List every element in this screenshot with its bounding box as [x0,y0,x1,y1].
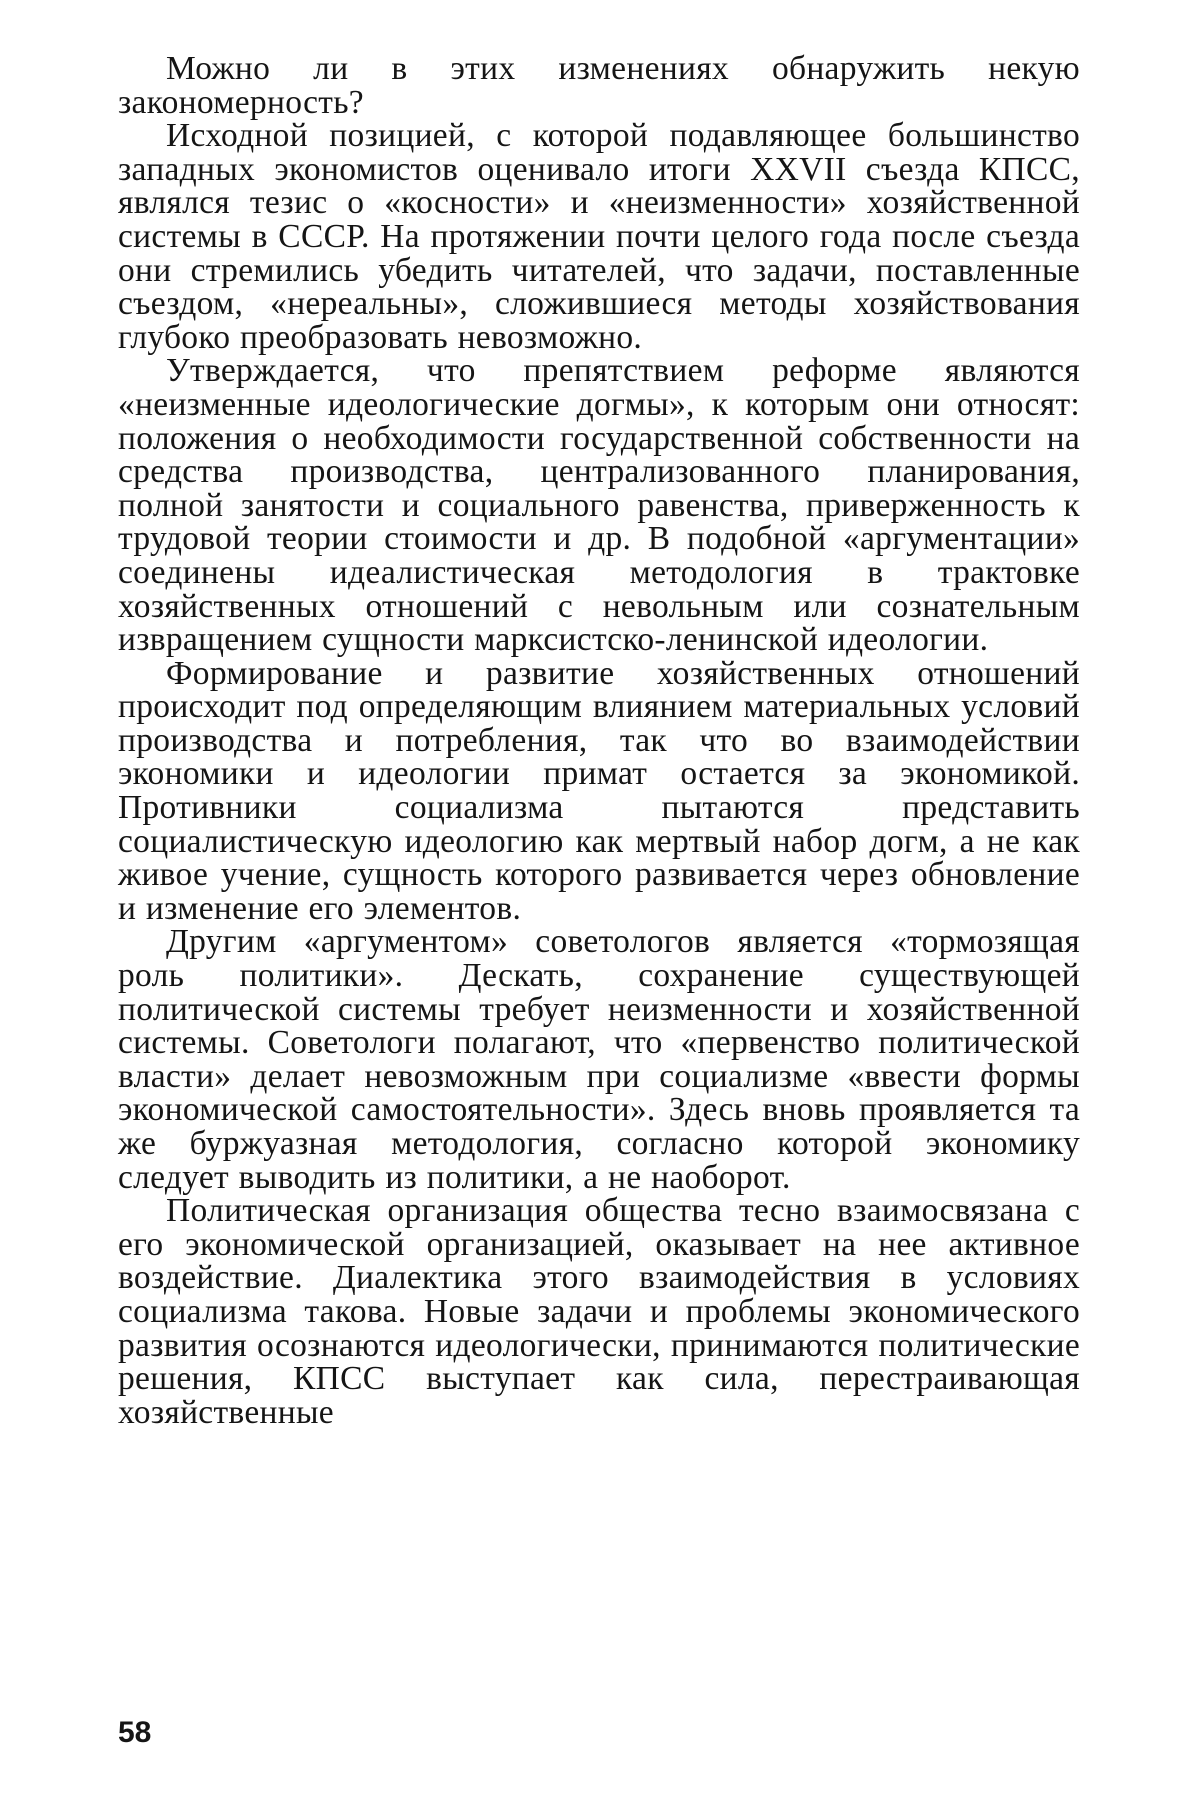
page-number: 58 [118,1716,152,1749]
paragraph-3: Утверждается, что препятствием реформе являются «неизменные идеологические догмы», к которым они относят: положения о необходимости государственной собственности на средства производства, централизованного планирования, полной занятости и социального равенства, приверженность к трудовой теории стоимости и др. В подобной «аргументации» соединены идеалистическая методология в трактовке хозяйственных отношений с невольным или сознательным извращением сущности марксистско-ленинской идеологии. [118,352,1080,659]
paragraph-2: Исходной позицией, с которой подавляющее большинство западных экономистов оценивало итоги XXVII съезда КПСС, являлся тезис о «косности» и «неизменности» хозяйственной системы в СССР. На протяжении почти целого года после съезда они стремились убедить читателей, что задачи, поставленные съездом, «нереальны», сложившиеся методы хозяйствования глубоко преобразовать невозможно. [118,117,1080,356]
paragraph-4: Формирование и развитие хозяйственных отношений происходит под определяющим влиянием материальных условий производства и потребления, так что во взаимодействии экономики и идеологии примат остается за экономикой. Противники социализма пытаются представить социалистическую идеологию как мертвый набор догм, а не как живое учение, сущность которого развивается через обновление и изменение его элементов. [118,654,1080,927]
paragraph-1: Можно ли в этих изменениях обнаружить некую закономерность? [118,50,1080,121]
paragraph-5: Другим «аргументом» советологов является «тормозящая роль политики». Дескать, сохранение существующей политической системы требует неизменности и хозяйственной системы. Советологи полагают, что «первенство политической власти» делает невозможным при социализме «ввести формы экономической самостоятельности». Здесь вновь проявляется та же буржуазная методология, согласно которой экономику следует выводить из политики, а не наоборот. [118,923,1080,1196]
paragraph-6: Политическая организация общества тесно взаимосвязана с его экономической организацией, оказывает на нее активное воздействие. Диалектика этого взаимодействия в условиях социализма такова. Новые задачи и проблемы экономического развития осознаются идеологически, принимаются политические решения, КПСС выступает как сила, перестраивающая хозяйственные [118,1192,1080,1431]
body-text [118,52,1080,1429]
book-page [118,52,1080,1792]
